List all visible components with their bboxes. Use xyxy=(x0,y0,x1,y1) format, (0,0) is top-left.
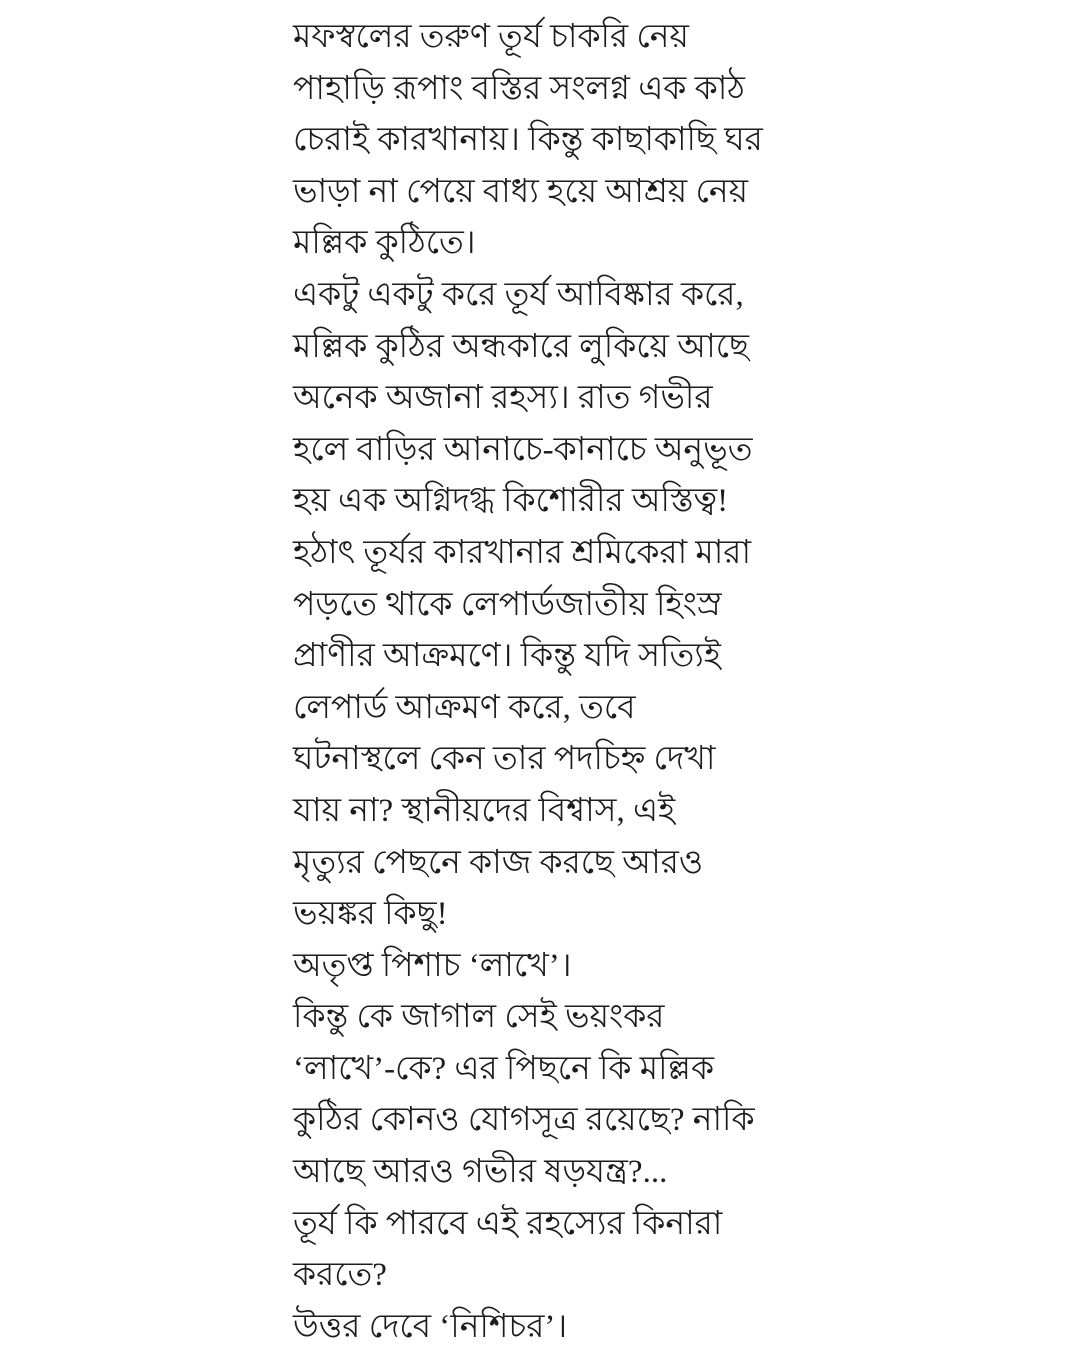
text-line: পড়তে থাকে লেপার্ডজাতীয় হিংস্র xyxy=(293,586,722,623)
text-line: তূর্য কি পারবে এই রহস্যের কিনারা xyxy=(293,1205,723,1242)
text-line: ভয়ঙ্কর কিছু! xyxy=(293,896,448,933)
text-line: চেরাই কারখানায়। কিন্তু কাছাকাছি ঘর xyxy=(293,122,763,159)
text-line: মল্লিক কুঠির অন্ধকারে লুকিয়ে আছে xyxy=(293,328,749,365)
text-line: মৃত্যুর পেছনে কাজ করছে আরও xyxy=(293,844,704,881)
text-line: ঘটনাস্থলে কেন তার পদচিহ্ন দেখা xyxy=(293,741,716,778)
text-line: অতৃপ্ত পিশাচ ‘লাখে’। xyxy=(293,947,572,984)
text-line: মল্লিক কুঠিতে। xyxy=(293,225,476,262)
text-line: হয় এক অগ্নিদগ্ধ কিশোরীর অস্তিত্ব! xyxy=(293,483,729,520)
text-line: আছে আরও গভীর ষড়যন্ত্র?... xyxy=(293,1154,668,1191)
text-line: পাহাড়ি রূপাং বস্তির সংলগ্ন এক কাঠ xyxy=(293,70,745,107)
text-line: প্রাণীর আক্রমণে। কিন্তু যদি সত্যিই xyxy=(293,638,721,675)
text-line: মফস্বলের তরুণ তূর্য চাকরি নেয় xyxy=(293,19,689,55)
text-line: একটু একটু করে তূর্য আবিষ্কার করে, xyxy=(293,276,744,313)
text-line: অনেক অজানা রহস্য। রাত গভীর xyxy=(293,380,713,417)
text-line: হলে বাড়ির আনাচে-কানাচে অনুভূত xyxy=(293,431,753,468)
blurb-text xyxy=(293,12,1053,1353)
text-line: লেপার্ড আক্রমণ করে, তবে xyxy=(293,689,636,726)
text-line: ‘লাখে’-কে? এর পিছনে কি মল্লিক xyxy=(293,1050,715,1087)
text-line: করতে? xyxy=(293,1257,387,1294)
text-line: কিন্তু কে জাগাল সেই ভয়ংকর xyxy=(293,999,665,1036)
text-line: যায় না? স্থানীয়দের বিশ্বাস, এই xyxy=(293,792,676,829)
text-line: ভাড়া না পেয়ে বাধ্য হয়ে আশ্রয় নেয় xyxy=(293,173,749,210)
text-line: কুঠির কোনও যোগসূত্র রয়েছে? নাকি xyxy=(293,1102,755,1139)
text-line: উত্তর দেবে ‘নিশিচর’। xyxy=(293,1308,568,1345)
text-line: হঠাৎ তূর্যর কারখানার শ্রমিকেরা মারা xyxy=(293,534,752,571)
